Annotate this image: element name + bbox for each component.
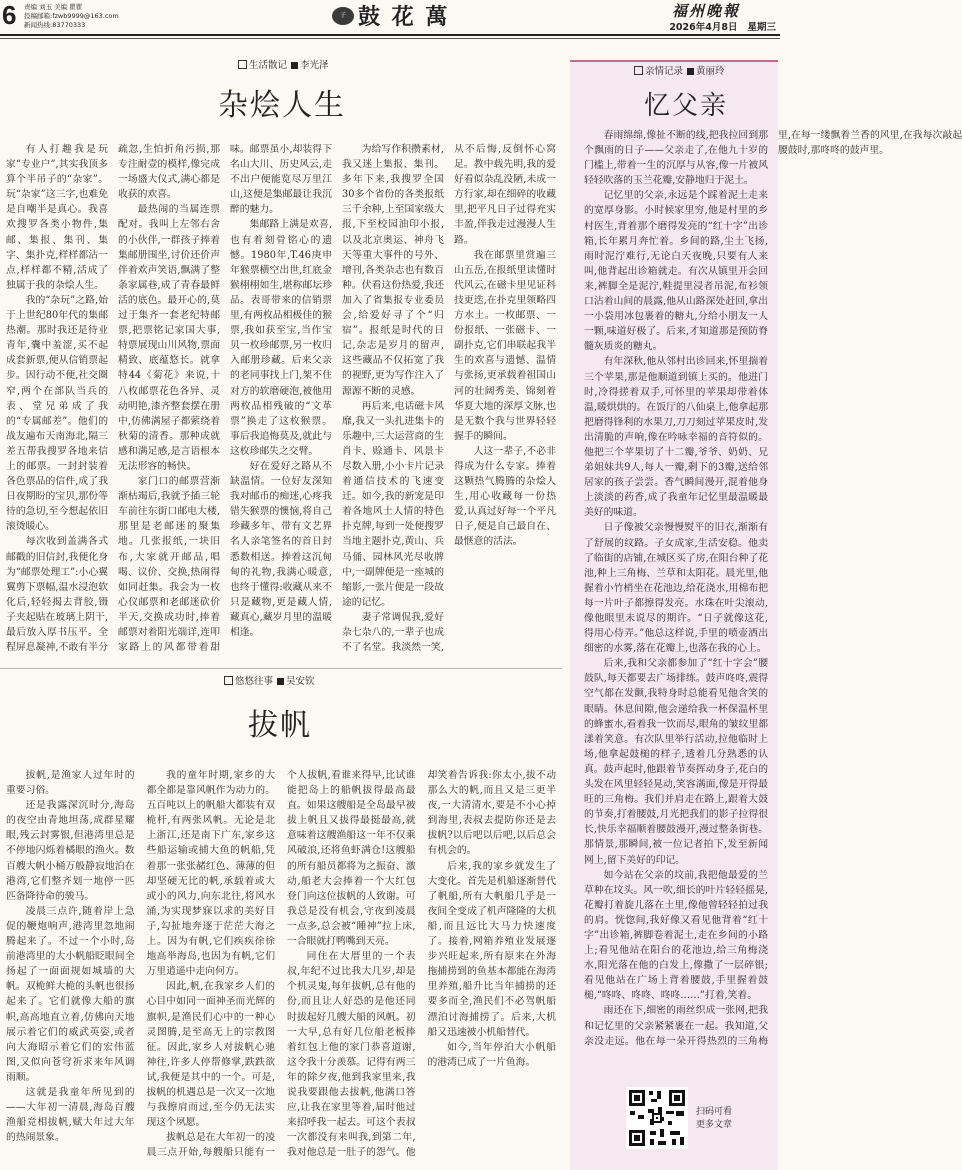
paragraph: 为给写作积攒素材,我又迷上集报、集刊。多年下来,我搜罗全国30多个省份的各类报纸三千余种,上至国家级大报,下至校园油印小报,以及北京奥运、神舟飞天等重大事件的号外、增刊,各类杂志也有数百种。伏看这份热爱,我还加入了省集报专业委员会,给爱好寻了个“归宿”。报纸是时代的日记,杂志是岁月的留声,这些藏品不仅拓宽了我的视野,更为写作注入了源源不断的灵感。 — [342, 144, 444, 397]
author-square-icon — [291, 62, 298, 69]
section-badge: 子 — [332, 7, 354, 25]
article1-body — [6, 142, 556, 662]
article1-author: 李光泽 — [300, 60, 329, 71]
article1-byline — [238, 60, 329, 72]
paragraph: 我在邮票里赏遍三山五岳,在报纸里读懂时代风云,在磁卡里见证科技更迭,在扑克里领略四方水土。一枚邮票、一份报纸、一张磁卡、一副扑克,它们串联起我半生的欢喜与遗憾、温情与张扬,更承载着祖国山河的壮阔秀美、锦刻着华夏大地的深厚文脉,也是无数个我与世界轻轻握手的瞬间。 — [454, 249, 556, 442]
paragraph: 我的“杂玩”之路,始于上世纪80年代的集邮热潮。那时我还是待业青年,囊中羞涩,买不起成套新票,便从信销票起步。因行动不便,社交圈窄,两个在部队当兵的表、堂兄弟成了我的“专属邮差”。他们的战友遍布天南海北,隔三差五帮我搜罗各地来信上的邮票。一封封装着各色票品的信件,成了我日夜期盼的宝贝,那份等待的急切,至今想起依旧滚烫暖心。 — [6, 294, 108, 533]
qr-caption — [696, 1106, 766, 1132]
paragraph: 因此,帆,在我家乡人们的心目中如同一面神圣而光辉的旗帜,是渔民们心中的一种心灵图腾,是至高无上的宗教图征。因此,家乡人对拔帆心驰神往,许多人停帮修掌,跌跌欲试,我便是其中的一个。可是,拔帆的机遇总是一次又一次地与我擦肩而过,至今仍无法实现这个夙愿。 — [146, 981, 275, 1129]
qr-code[interactable] — [626, 1087, 688, 1149]
column-box-icon — [224, 676, 233, 685]
article2-column: 悠悠往事 — [235, 676, 274, 687]
paragraph: 雨还在下,细密的雨丝织成一张网,把我和记忆里的父亲紧紧裹在一起。我知道,父亲没走远。他在每一朵开得热烈的三角梅里,在每一缕飘着兰香的风里,在我每次敲起腰鼓时,那咚咚的鼓声里。 — [584, 130, 962, 1047]
article2-author: 吴安钦 — [286, 676, 315, 687]
newspaper-name: 福州晚報 — [672, 2, 741, 20]
article3-author: 黄丽玲 — [696, 66, 725, 77]
paragraph: 后来,我和父亲都参加了“红十字会”腰鼓队,每天都要去广场排练。鼓声咚咚,震得空气都在发颤,我特身时总能看见他含笑的眼睛。休息间隙,他会递给我一杯保温杯里的蜂蜜水,看着我一饮而尽,眼角的皱纹里都漾着笑意。有次队里举行活动,拉他临时上场,他拿起鼓槌的样子,透着几分熟悉的认真。鼓声起时,他跟着节奏挥动身子,花白的头发在风里轻轻晃动,笑容满面,像是开得最旺的三角梅。我们并肩走在路上,跟着大鼓的节奏,打着腰鼓,月光把我们的影子拉得很长,快乐幸福顺着腰鼓漫开,漫过整条街巷。那情景,那瞬间,被一位记者拍下,发至新闻网上,留下美好的印记。 — [584, 658, 768, 866]
paragraph: 拔帆总是在大年初一的凌晨三点开始,每艘船只能有一个人拔帆,看谁来得早,比试谁能把岛上的船帆拔得最高最直。如果这艘船是全岛最早被拔上帆且又拔得最挺最高,就意味着这艘渔船这一年不仅乘风破浪,还将鱼虾满仓!这艘船的所有船员都将为之振奋、激动,船老大会捧着一个大红包登门向这位拔帆的人致谢。可我总是没有机会,守夜到凌晨一点多,总会被“睡神”拉上床,一合眼就打鸭嘴到天亮。 — [146, 770, 416, 1159]
paragraph: 春雨绵绵,像扯不断的线,把我拉回到那个飘雨的日子——父亲走了,在他九十岁的门槛上,带着一生的沉厚与从容,像一片被风轻轻吹落的玉兰花瓣,安静地归于泥土。 — [584, 130, 768, 187]
paragraph: 凌晨三点许,随着岸上急促的鞭炮响声,港湾里忽地闹腾起来了。不过一个小时,岛前港湾里的大小帆船眨眼间全扬起了一面面规如城墙的大帆。双桅鲜大桅的头帆也很扬起来了。它们就像大船的旗帜,高高地直立着,仿佛向天地展示着它们的威武英姿,或者向大海昭示着它们的宏伟蓝图,又似向苍穹祈求来年风调雨顺。 — [6, 905, 135, 1083]
author-square-icon — [687, 68, 694, 75]
article1-title: 杂烩人生 — [218, 88, 346, 123]
article2-body — [6, 768, 556, 1166]
issue-weekday: 星期三 — [747, 22, 776, 33]
paragraph: 同住在大厝里的一个表叔,年纪不过比我大几岁,却是个机灵鬼,每年拔帆,总有他的份,而且让人好恐的是他还同时拔起好几艘大船的风帆。初一大早,总有好几位船老板捧着红包上他的家门恭喜道谢,这令我十分羡慕。记得有两三年的除夕夜,他到我家里来,我说我要跟他去拔帆,他满口答应,让我在家里等着,届时他过来招呼我一起去。可这个表叔一次都没有来叫我,到第二年,我对他总是一肚子的怨气。他却笑着告诉我:你太小,拔不动那么大的帆,而且又是三更半夜,一大清清水,要是不小心掉到海里,表叔去提防你还是去拔帆?以后吧以后吧,以后总会有机会的。 — [287, 770, 556, 1159]
article3-column: 亲情记录 — [645, 66, 684, 77]
paragraph: 每次收到盖满各式邮戳的旧信封,我便化身为“邮票处理工”:小心翼翼剪下票幅,温水浸泡软化后,轻轻揭去背胶,镊子夹起贴在玻璃上阴干,最后放入厚书压平。全程屏息凝神,不敢有半分疏忽,生怕折角污损,那专注耐壹的模样,像完成一场盛大仪式,满心都是收获的欢喜。 — [6, 144, 220, 654]
paragraph: 还是我露深沉时分,海岛的夜空由青地坦荡,成群星耀眼,残云封雾银,但港湾里总是不停地闪烁着橘眼的渔火。数百艘大帆小桶万般静寂地泊在港湾,它们整齐划一地停一匹匹备降待命的骏马。 — [6, 800, 135, 902]
dateline — [659, 19, 776, 33]
email-line[interactable]: 投稿邮箱:fzwb9999@163.com — [24, 12, 119, 20]
paragraph: 这就是我童年所见到的——大年初一清晨,海岛百艘渔船竞相拔帆,赋大年过大年的热闹景象。 — [6, 1086, 135, 1144]
article3-byline — [634, 66, 725, 78]
issue-date: 2026年4月8日 — [669, 22, 738, 33]
paragraph: 再后来,电话磁卡风靡,我又一头扎进集卡的乐趣中,三大运营商的生肖卡、赊通卡、风景卡尽数入册,小小卡片记录着通信技术的飞速变迁。如今,我的新宠是印着各地风土人情的特色扑克牌,每到一处便搜罗当地主题扑克,黄山、兵马俑、园林风光尽收牌中,一副牌便是一座城的缩影,一张片便是一段故途的记忆。 — [342, 400, 444, 608]
section-divider — [0, 668, 562, 669]
paragraph: 后来,我的家乡就发生了大变化。首先是机船逐渐替代了帆船,所有大帆船几乎是一夜间全变成了机声隆隆的大机船,而且远比大马力快速度了。接着,网箱养殖业发展逐步兴旺起来,所有原来在外海拖捕捞到的鱼基本都能在海湾里养殖,船升比当年捕捞的还要多而全,渔民们不必驾帆船漂泊讨海捕捞了。后来,大机船又迅速被小机船替代。 — [427, 860, 556, 1038]
qr-caption-line: 扫码可看 — [696, 1107, 733, 1117]
paragraph: 集邮路上满是欢喜,也有着刻骨铭心的遗憾。1980年,T.46庚申年猴票横空出世,红底金猴栩栩如生,堪称邮坛珍品。表哥带来的信销票里,有两枚品相极佳的猴票,我如获至宝,当作宝贝一枚珍邮票,另一枚归入邮册珍藏。后来父亲的老同事找上门,架不住对方的软磨硬泡,被他用两枚品相残破的“文革票”换走了这枚猴票。事后我追悔莫及,就此与这枚珍邮失之交臂。 — [230, 219, 332, 457]
qr-caption-line: 更多文章 — [696, 1120, 733, 1130]
article1-column: 生活散记 — [249, 60, 288, 71]
paragraph: 拔帆,是渔家人过年时的重要习俗。 — [6, 770, 135, 797]
paragraph: 最热闹的当属连票配对。我叫上左邻右舍的小伙伴,一群孩子捧着集邮册围坐,讨价还价声伴着欢声笑语,飘满了整条家属巷,成了青春最鲜活的底色。最开心的,莫过于集齐一套老纪特邮票,把票铭记家国大事,特票展现山川风物,票面精致、底蕴悠长。就拿特44《菊花》来说,十八枚邮票花色各异、灵动明艳,漆齐整套摆在册中,仿佛满屋子都萦绕着秋菊的清香。那种成就感和满足感,是言语根本无法形容的畅快。 — [118, 204, 220, 472]
article2-title: 拔帆 — [248, 708, 312, 743]
page-number: 6 — [2, 0, 17, 30]
page-header — [0, 0, 780, 36]
paragraph: 有人打趣我是玩家“专业户”,其实我顶多算个半吊子的“杂家”。玩“杂家”这三字,也难免是自嘲半是真心。我喜欢搜罗各类小物件,集邮、集报、集刊、集字、集扑克,样样都沾一点,样样都不精,活成了独属于我的杂烩人生。 — [6, 144, 108, 291]
paragraph: 如今站在父亲的坟前,我把他最爱的兰草种在坟头。风一吹,细长的叶片轻轻摇晃,花瓣打着旋儿落在土里,像他曾轻轻拍过我的肩。恍惚间,我好像又看见他背着“红十字”出诊箱,裤脚卷着泥土,走在乡间的小路上;看见他站在阳台的花池边,给三角梅浇水,阳光落在他的白发上,像撒了一层碎银;看见他站在广场上背着腰鼓,手里握着鼓槌,“咚咚、咚咚、咚咚……”打着,笑着。 — [584, 869, 768, 1002]
section-logo — [332, 4, 460, 30]
paragraph: 日子像被父亲慢慢熨平的旧衣,渐渐有了舒展的纹路。子女成家,生活安稳。他卖了临街的店铺,在城区买了房,在阳台种了花池,种上三角梅、兰草和太阳花。晨光里,他握着小竹梢坐在花池边,给花浇水,用棉布把每一片叶子都擦得发亮。水珠在叶尖滚动,像他眼里未说尽的期许。“日子就像这花,得用心侍弄。”他总这样说,手里的喷壶洒出细密的水雾,落在花瓣上,也落在我的心上。 — [584, 522, 768, 655]
author-square-icon — [277, 678, 284, 685]
article3-title: 忆父亲 — [644, 91, 729, 121]
paragraph: 有年深秋,他从邻村出诊回来,怀里揣着三个苹果,那是他顺道到镇上买的。他进门时,冷得搓着双手,可怀里的苹果却带着体温,暖烘烘的。在饭厅的八仙桌上,他拿起那把磨得锋利的水果刀,刀刀刻过苹果皮时,发出清脆的声响,像在吟咏幸福的音符似的。他把三个苹果切了十二瓣,爷爷、奶奶、兄弟姐妹共9人,每人一瓣,剩下的3瓣,送给邻居家的孩子尝尝。香气瞬间漫开,混着他身上淡淡的药香,成了我童年记忆里最温暖最美好的味道。 — [584, 356, 768, 519]
paragraph: 家门口的邮票营渐渐枯竭后,我就予插三轮车前往东街口邮电大楼,那里是老邮迷的聚集地。几张报纸,一块旧布,大家就开邮品,唱喝、议价、交换,热闹得如同赶集。我会为一枚心仪邮票和老邮迷砍价半天,交换成功时,捧着邮票对着阳光端详,连叩家路上的风都带着甜味。邮票虽小,却装得下名山大川、历史风云,走不出户便能览尽万里江山,这便是集邮最让我沉醉的魅力。 — [118, 144, 332, 654]
paragraph: 好在爱好之路从不缺温情。一位好友深知我对邮币的痴迷,心疼我错失猴票的懊恼,将自己珍藏多年、带有文艺界名人亲笔签名的首日封悉数相送。捧着这沉甸甸的礼物,我满心暖意,也终于懂得:收藏从来不只是藏物,更是藏人情,藏真心,藏岁月里的温暖相逢。 — [230, 460, 332, 638]
article2-byline — [224, 676, 315, 688]
header-rule — [0, 34, 780, 36]
qr-code-icon — [626, 1087, 688, 1149]
column-box-icon — [238, 60, 247, 69]
header-rule-thin — [0, 38, 780, 39]
hotline-line: 新闻热线:83770333 — [24, 21, 86, 29]
editor-info — [24, 3, 119, 30]
paragraph: 人这一辈子,不必非得成为什么专家。捧着这颗热气腾腾的杂烩人生,用心收藏每一份热爱,认真过好每一个平凡日子,便是自己最自在、最惬意的活法。 — [454, 445, 556, 548]
paragraph: 如今,当年停泊大小帆船的港湾已成了一片鱼海。 — [427, 1041, 556, 1068]
article3-body — [584, 128, 962, 1078]
paragraph: 记忆里的父亲,永远是个踩着泥土走来的宽厚身影。小时候家里穷,他是村里的乡村医生,背着那个磨得发亮的“红十字”出诊箱,长年累月奔忙着。乡间的路,尘土飞扬,雨时泥泞难行,无论白天夜晚,只要有人来叫,他背起出诊箱就走。有次从镇里开会回来,裤脚全是泥泞,鞋提里浸者吊泥,布衫领口沾着山间的晨露,他从山路深处赶回,拿出一小袋用冰包裹着的糖丸,分给小朋友一人一颗,味道好极了。后来,才知道那是预防脊髓灰质炎的糖丸。 — [584, 190, 768, 353]
editor-line: 责编 刘玉 美编 瞿瞿 — [24, 3, 83, 11]
column-box-icon — [634, 66, 643, 75]
paragraph: 我的童年时期,家乡的大都全都是靠风帆作为动力的。五百吨以上的帆船大都装有双桅杆,有两张风帆。无论是北上浙江,还是南下广东,家乡这些船运输或捕大鱼的帆船,凭着那一张张赭红色、薄薄的但却坚硬无比的帆,承载着或大或小的风力,向东北往,将风水涌,为实现梦寐以求的美好目子,勾扯地奔逐于茫茫大海之上。因为有帆,它们疾疾徐徐地高举海岛,也因为有帆,它们万里逍遥中走向何方。 — [146, 770, 275, 978]
section-name: 鼓 花 萬 — [358, 4, 450, 30]
paragraph: 妻子常调侃我,爱好杂七杂八的,一辈子也成不了名堂。我淡然一笑,从不后悔,反倒怀心窝足。教中载先明,我的爱好看似杂乱没陋,未成一方行家,却在细碎的收藏里,把平凡日子过得充实丰盈,伴我走过漫漫人生路。 — [342, 144, 556, 654]
